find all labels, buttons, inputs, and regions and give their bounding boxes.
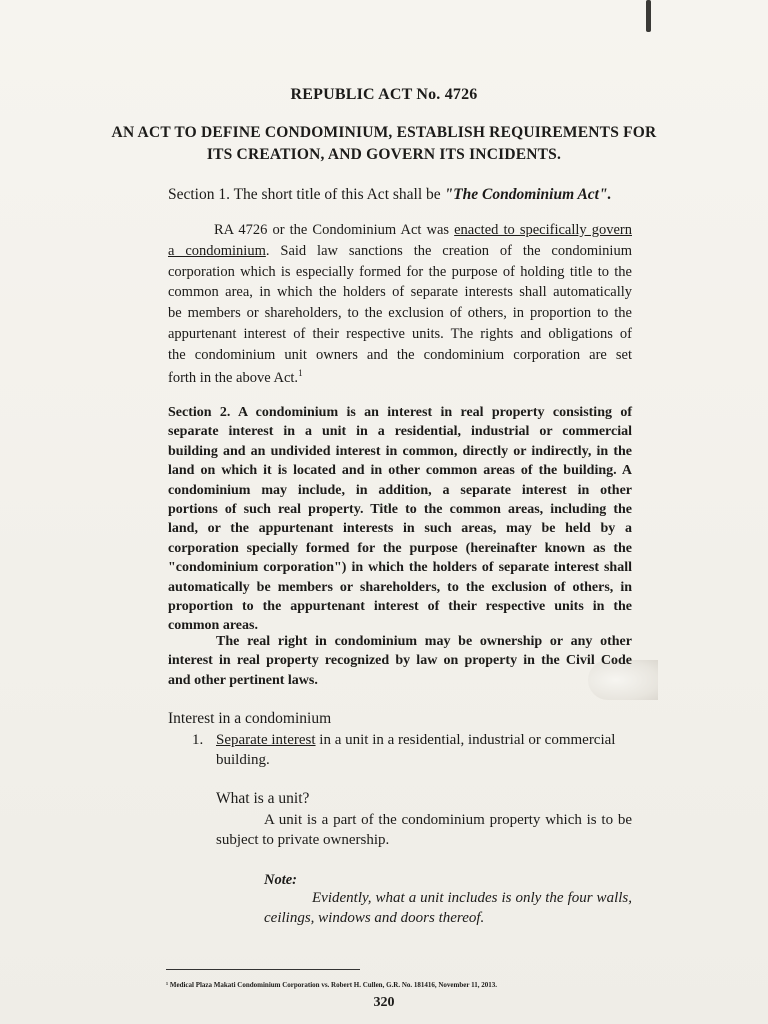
commentary-line [168,243,632,260]
commentary-line [168,264,632,281]
footnote-rule [166,969,360,970]
act-title-line-1: AN ACT TO DEFINE CONDOMINIUM, ESTABLISH REQUIREMENTS FOR [111,124,657,141]
section2-para2-line: and other pertinent laws. [168,672,318,688]
act-title [0,122,768,166]
item1-line [216,732,632,749]
commentary-text: corporation which is especially formed for the purpose of holding title to the [168,263,632,280]
commentary-text: . Said law sanctions the creation of the condominium [265,242,632,259]
commentary-line [168,347,632,364]
act-title-line-2: ITS CREATION, AND GOVERN ITS INCIDENTS. [206,146,562,163]
page-edge-mark [646,0,651,32]
act-number: REPUBLIC ACT No. 4726 [290,86,478,103]
commentary-line [168,284,632,301]
note-line-1: Evidently, what a unit includes is only the four walls, [312,890,632,906]
section2-line: land on which it is located and in other common areas of the building. A [168,463,632,479]
commentary-line [168,368,632,387]
section2-line: land, or the appurtenant interests in such areas, may be held by a [168,521,632,537]
item1-rest: in a unit in a residential, industrial or commercial [315,732,616,748]
note-label: Note: [264,872,298,888]
note-line-2: ceilings, windows and doors thereof. [264,910,485,926]
commentary-line [168,305,632,322]
section2-line: "condominium corporation") in which the holders of separate interest shall [168,560,632,576]
section2-para2-line: The real right in condominium may be ownership or any other [216,634,632,649]
section2-line: building and an undivided interest in common, directly or indirectly, in the [168,443,632,459]
commentary-text: the condominium unit owners and the condominium corporation are set [168,346,632,363]
section2-line: common areas. [168,618,258,634]
commentary-text: forth in the above Act. [168,369,299,386]
commentary-underlined: a condominium [168,242,266,259]
commentary-line [168,326,632,343]
section1-short-title: "The Condominium Act". [444,186,612,203]
footnote-reference: 1 [298,367,303,378]
page-number: 320 [373,995,395,1010]
commentary-line [214,222,632,239]
section2-line: separate interest in a unit in a residential, industrial or commercial [168,424,632,440]
section1-heading-prefix: Section 1. The short title of this Act shall be [168,186,445,203]
section2-line: Section 2. A condominium is an interest in real property consisting of [168,405,632,420]
section2-line: condominium may include, in addition, a separate interest in other [168,482,632,498]
section2-para2-line: interest in real property recognized by law on property in the Civil Code [168,653,632,669]
footnote: ¹ Medical Plaza Makati Condominium Corporation vs. Robert H. Cullen, G.R. No. 181416, November 11, 2013. [166,981,497,989]
section2-line: automatically be members or shareholders, to the exclusion of others, in [168,579,632,595]
commentary-text: be members or shareholders, to the exclusion of others, in proportion to the [168,305,632,322]
item1-continuation: building. [216,752,270,768]
commentary-text: RA 4726 or the Condominium Act was [214,222,455,238]
commentary-underlined: enacted to specifically govern [454,222,632,238]
section1-heading [168,186,611,204]
commentary-text: appurtenant interest of their respective units. The rights and obligations of [168,326,632,342]
unit-line-2: subject to private ownership. [216,832,390,848]
item1-underlined: Separate interest [216,732,316,748]
unit-line-1: A unit is a part of the condominium property which is to be [264,812,632,828]
section2-line: corporation specially formed for the purpose (hereinafter known as the [168,540,632,556]
section2-line: portions of such real property. Title to the common areas, including the [168,502,632,517]
section2-line: proportion to the appurtenant interest of their respective units in the [168,599,632,614]
interest-heading: Interest in a condominium [168,710,332,727]
unit-heading: What is a unit? [216,790,310,807]
commentary-text: common area, in which the holders of separate interests shall automatically [168,284,632,301]
item1-number: 1. [192,732,204,748]
